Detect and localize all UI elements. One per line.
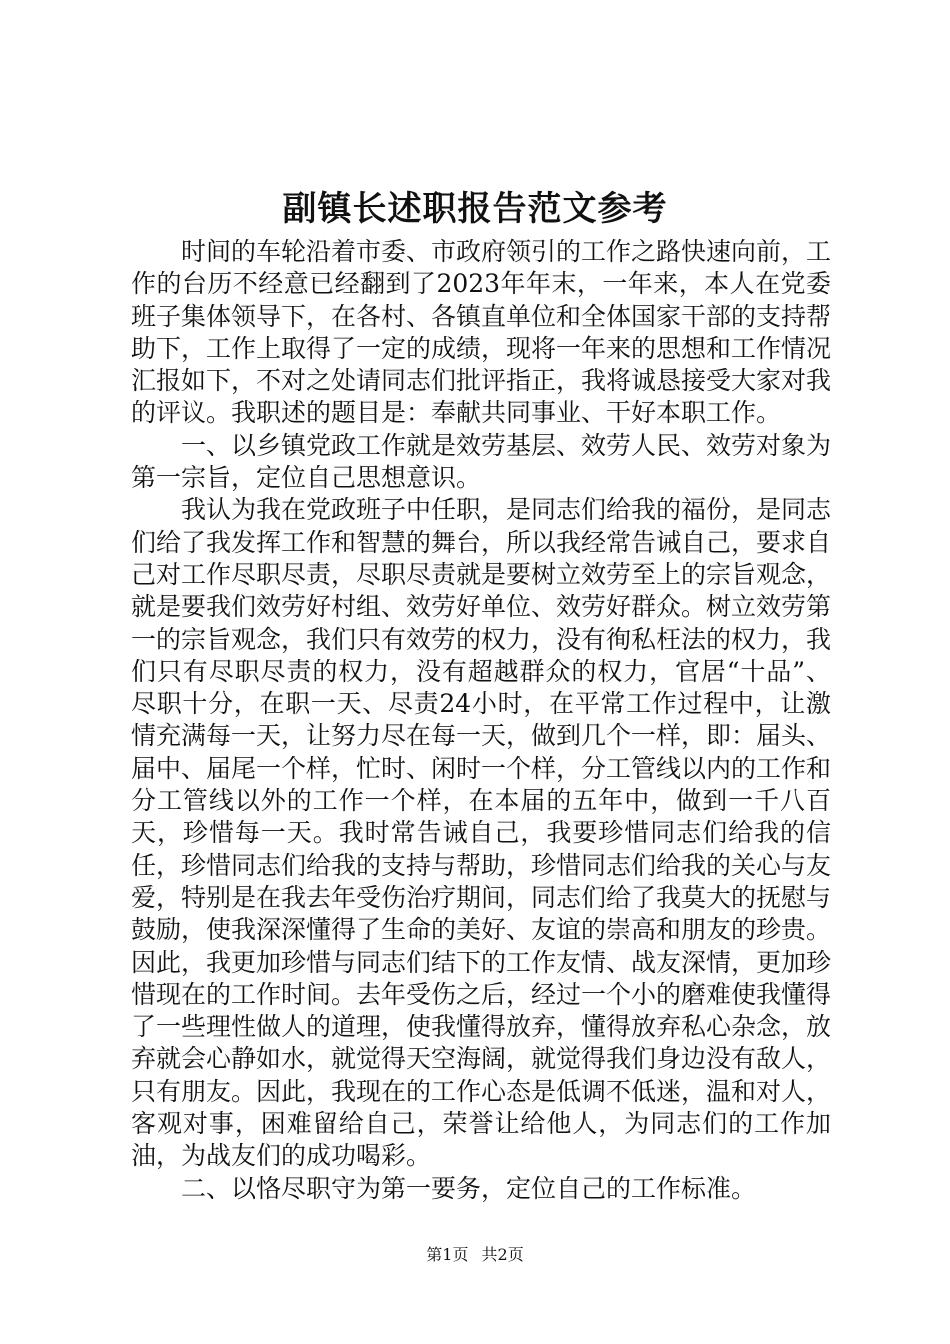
paragraph-intro: 时间的车轮沿着市委、市政府领引的工作之路快速向前，工作的台历不经意已经翻到了2023年年末，一年来，本人在党委班子集体领导下，在各村、各镇直单位和全体国家干部的支持帮助下，工作上取得了一定的成绩，现将一年来的思想和工作情况汇报如下，不对之处请同志们批评指正，我将诚恳接受大家对我的评议。我职述的题目是：奉献共同事业、干好本职工作。 [131, 237, 832, 428]
document-body [131, 236, 831, 1205]
page-footer [0, 1244, 950, 1266]
paragraph-section-1-heading: 一、以乡镇党政工作就是效劳基层、效劳人民、效劳对象为第一宗旨，定位自己思想意识。 [131, 430, 832, 493]
page-total: 共2页 [481, 1245, 524, 1264]
document-title: 副镇长述职报告范文参考 [282, 189, 668, 229]
paragraph-section-2-heading: 二、以恪尽职守为第一要务，定位自己的工作标准。 [181, 1173, 757, 1203]
paragraph-section-1-body: 我认为我在党政班子中任职，是同志们给我的福份，是同志们给了我发挥工作和智慧的舞台，所以我经常告诫自己，要求自己对工作尽职尽责，尽职尽责就是要树立效劳至上的宗旨观念，就是要我们效劳好村组、效劳好单位、效劳好群众。树立效劳第一的宗旨观念，我们只有效劳的权力，没有徇私枉法的权力，我们只有尽职尽责的权力，没有超越群众的权力，官居“十品”、尽职十分，在职一天、尽责24小时，在平常工作过程中，让激情充满每一天，让努力尽在每一天，做到几个一样，即：届头、届中、届尾一个样，忙时、闲时一个样，分工管线以内的工作和分工管线以外的工作一个样，在本届的五年中，做到一千八百天，珍惜每一天。我时常告诫自己，我要珍惜同志们给我的信任，珍惜同志们给我的支持与帮助，珍惜同志们给我的关心与友爱，特别是在我去年受伤治疗期间，同志们给了我莫大的抚慰与鼓励，使我深深懂得了生命的美好、友谊的崇高和朋友的珍贵。因此，我更加珍惜与同志们结下的工作友情、战友深情，更加珍惜现在的工作时间。去年受伤之后，经过一个小的磨难使我懂得了一些理性做人的道理，使我懂得放弃，懂得放弃私心杂念，放弃就会心静如水，就觉得天空海阔，就觉得我们身边没有敌人，只有朋友。因此，我现在的工作心态是低调不低迷，温和对人，客观对事，困难留给自己，荣誉让给他人，为同志们的工作加油，为战友们的成功喝彩。 [131, 495, 832, 1171]
page-number: 第1页 [426, 1245, 469, 1264]
